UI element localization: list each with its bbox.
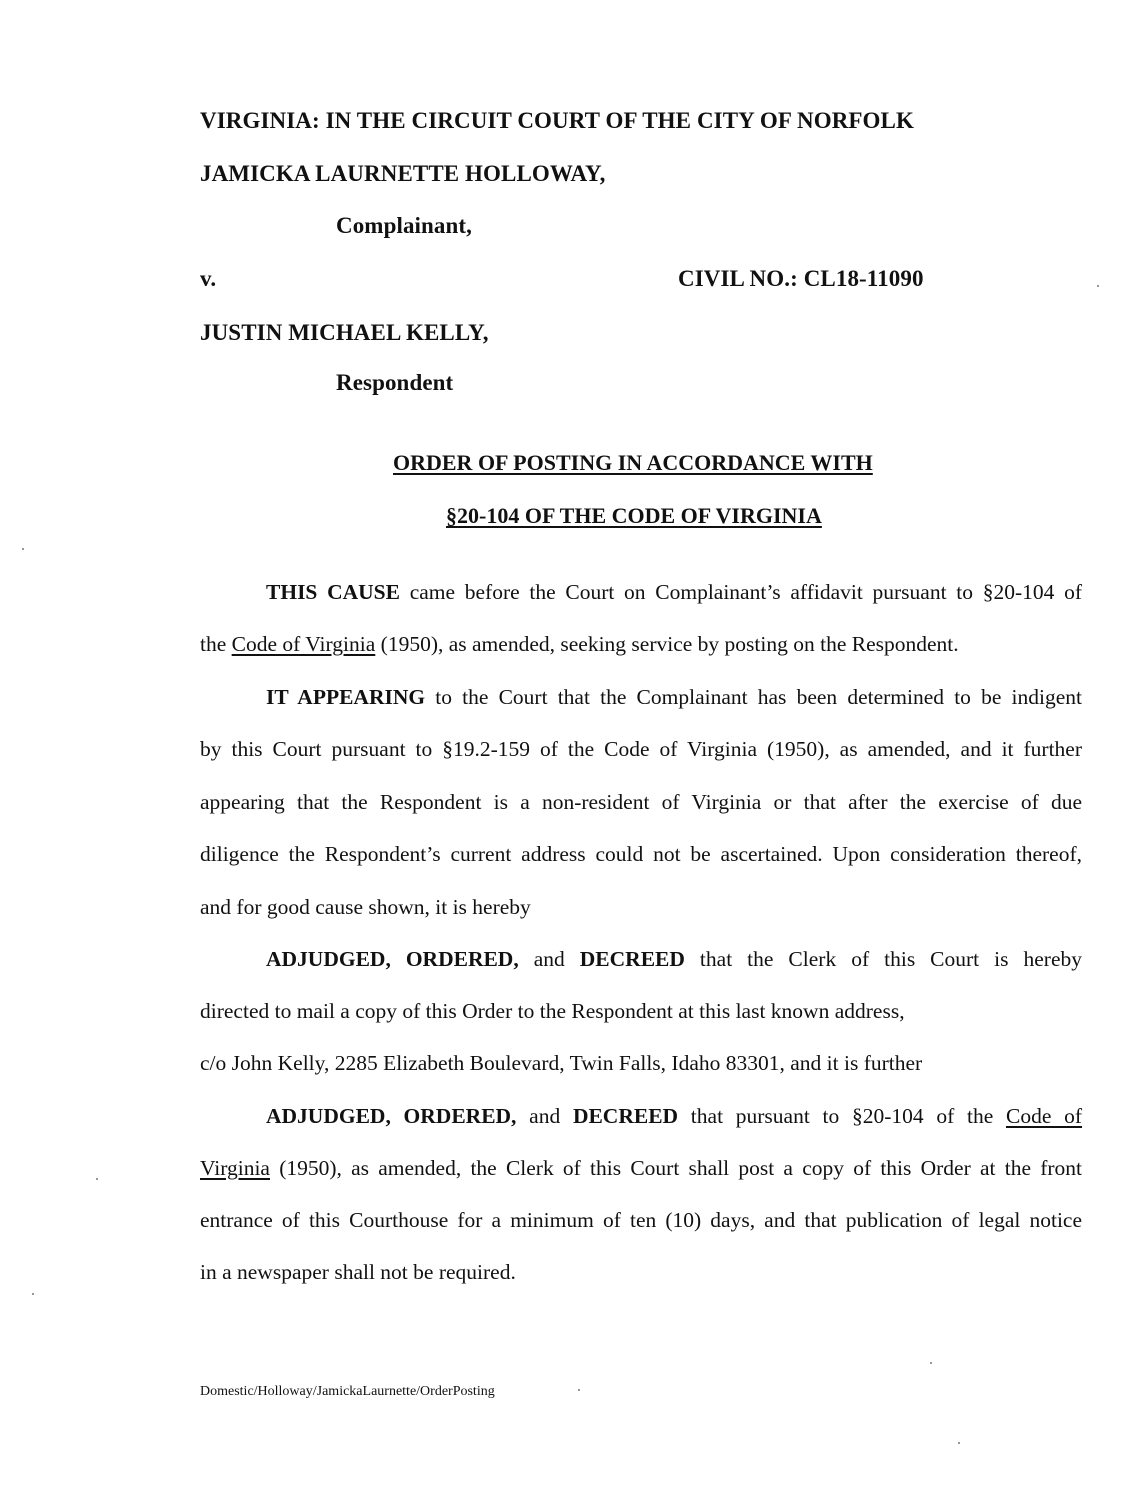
paragraph-4-line-2: Virginia (1950), as amended, the Clerk of this Court shall post a copy of this Order at the front (200, 1156, 1082, 1180)
respondent-role: Respondent (336, 370, 454, 395)
scan-speck (22, 548, 24, 550)
it-appearing-lead: IT APPEARING (266, 685, 426, 709)
complainant-role: Complainant, (336, 213, 473, 238)
paragraph-2-line-5: and for good cause shown, it is hereby (200, 895, 531, 919)
paragraph-2-line-1: IT APPEARING to the Court that the Complainant has been determined to be indigent (266, 685, 1082, 709)
complainant-name: JAMICKA LAURNETTE HOLLOWAY, (200, 161, 606, 186)
paragraph-3-line-1: ADJUDGED, ORDERED, and DECREED that the Clerk of this Court is hereby (266, 947, 1082, 971)
paragraph-2-line-2: by this Court pursuant to §19.2-159 of the Code of Virginia (1950), as amended, and it further (200, 737, 1082, 761)
footer-file-path: Domestic/Holloway/JamickaLaurnette/OrderPosting (200, 1384, 495, 1399)
order-title-line-1: ORDER OF POSTING IN ACCORDANCE WITH (393, 450, 873, 475)
paragraph-4-line-3: entrance of this Courthouse for a minimum of ten (10) days, and that publication of legal notice (200, 1208, 1082, 1232)
scan-speck (578, 1389, 580, 1391)
scan-speck (930, 1362, 932, 1364)
code-of-virginia-citation: Code of Virginia (231, 632, 376, 656)
respondent-name: JUSTIN MICHAEL KELLY, (200, 320, 489, 345)
this-cause-lead: THIS CAUSE (266, 580, 400, 604)
scan-speck (958, 1442, 960, 1444)
scan-speck (96, 1178, 98, 1180)
scan-speck (1097, 285, 1099, 287)
versus-label: v. (200, 266, 217, 291)
paragraph-3-line-3: c/o John Kelly, 2285 Elizabeth Boulevard, Twin Falls, Idaho 83301, and it is further (200, 1051, 923, 1075)
order-title-line-2: §20-104 OF THE CODE OF VIRGINIA (446, 503, 822, 528)
paragraph-2-line-4: diligence the Respondent’s current address could not be ascertained. Upon consideration thereof, (200, 842, 1082, 866)
paragraph-4-line-4: in a newspaper shall not be required. (200, 1260, 516, 1284)
paragraph-1-line-1: THIS CAUSE came before the Court on Complainant’s affidavit pursuant to §20-104 of (266, 580, 1082, 604)
civil-number: CIVIL NO.: CL18-11090 (678, 266, 924, 291)
paragraph-3-line-2: directed to mail a copy of this Order to the Respondent at this last known address, (200, 999, 905, 1023)
paragraph-1-line-2: the Code of Virginia (1950), as amended, seeking service by posting on the Respondent. (200, 632, 959, 656)
court-heading: VIRGINIA: IN THE CIRCUIT COURT OF THE CITY OF NORFOLK (200, 108, 914, 133)
scan-speck (32, 1293, 34, 1295)
paragraph-2-line-3: appearing that the Respondent is a non-resident of Virginia or that after the exercise of due (200, 790, 1082, 814)
paragraph-4-line-1: ADJUDGED, ORDERED, and DECREED that pursuant to §20-104 of the Code of (266, 1104, 1083, 1128)
